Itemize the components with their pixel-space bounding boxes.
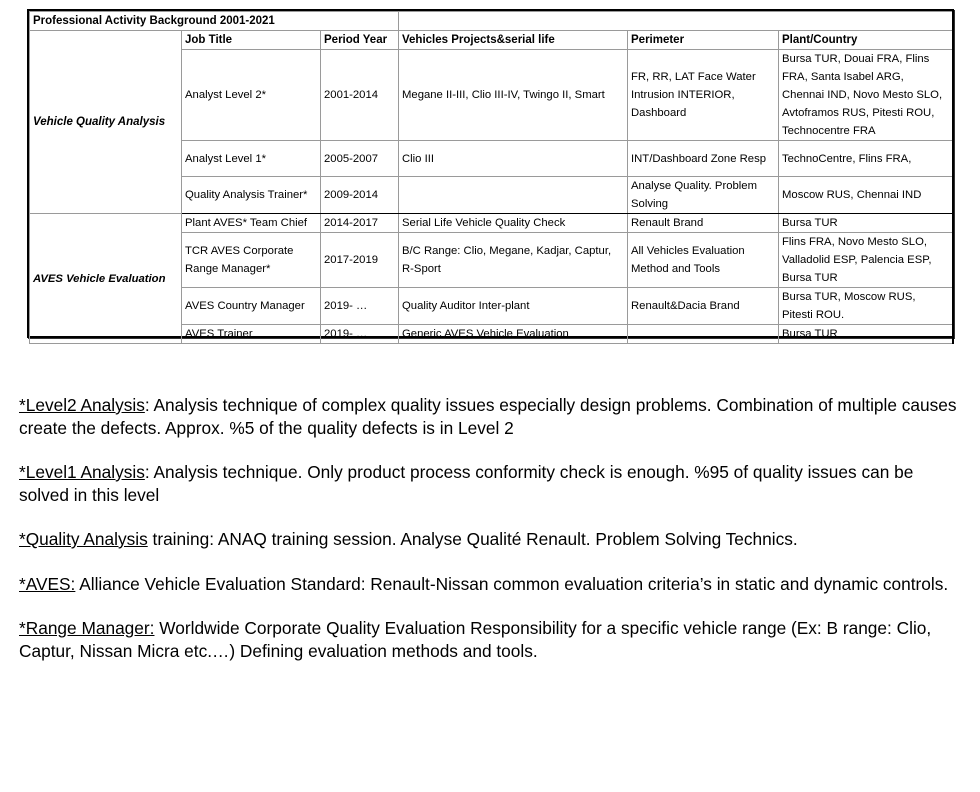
vehicles-cell: Quality Auditor Inter-plant bbox=[399, 288, 628, 325]
table-title-row bbox=[30, 12, 953, 31]
vehicles-cell: Serial Life Vehicle Quality Check bbox=[399, 214, 628, 233]
plant-cell: Bursa TUR bbox=[779, 214, 953, 233]
period-cell: 2019- … bbox=[321, 325, 399, 344]
job-title-cell: Analyst Level 2* bbox=[182, 50, 321, 141]
footnote-term: *Level1 Analysis bbox=[19, 462, 145, 482]
perimeter-cell bbox=[628, 325, 779, 344]
plant-cell: Bursa TUR, Moscow RUS, Pitesti ROU. bbox=[779, 288, 953, 325]
table-row bbox=[30, 214, 953, 233]
column-header: Vehicles Projects&serial life bbox=[399, 31, 628, 50]
group-label: Vehicle Quality Analysis bbox=[30, 31, 182, 214]
footnote-aves bbox=[19, 573, 964, 596]
footnote-quality-analysis bbox=[19, 528, 964, 551]
column-header: Job Title bbox=[182, 31, 321, 50]
footnote-text: Alliance Vehicle Evaluation Standard: Renault-Nissan common evaluation criteria’s in static and dynamic controls. bbox=[75, 573, 949, 594]
job-title-cell: Analyst Level 1* bbox=[182, 141, 321, 177]
vehicles-cell bbox=[399, 177, 628, 214]
perimeter-cell: Renault&Dacia Brand bbox=[628, 288, 779, 325]
footnote-text: training: ANAQ training session. Analyse Qualité Renault. Problem Solving Technics. bbox=[147, 529, 798, 549]
perimeter-cell: Renault Brand bbox=[628, 214, 779, 233]
plant-cell: Bursa TUR, Douai FRA, Flins FRA, Santa Isabel ARG, Chennai IND, Novo Mesto SLO, Avtofrаmos RUS, Pitesti ROU, Technocentre FRA bbox=[779, 50, 953, 141]
table-header-row bbox=[30, 31, 953, 50]
period-cell: 2017-2019 bbox=[321, 233, 399, 288]
activity-table-frame bbox=[27, 9, 954, 338]
plant-cell: Bursa TUR bbox=[779, 325, 953, 344]
perimeter-cell: INT/Dashboard Zone Resp bbox=[628, 141, 779, 177]
job-title-cell: TCR AVES Corporate Range Manager* bbox=[182, 233, 321, 288]
perimeter-cell: All Vehicles Evaluation Method and Tools bbox=[628, 233, 779, 288]
period-cell: 2005-2007 bbox=[321, 141, 399, 177]
period-cell: 2001-2014 bbox=[321, 50, 399, 141]
footnote-text: : Analysis technique of complex quality issues especially design problems. Combination of multiple causes create the defects. Approx. %5 of the quality defects is in Level 2 bbox=[19, 395, 957, 438]
footnotes bbox=[19, 394, 964, 684]
footnote-term: *Level2 Analysis bbox=[19, 395, 145, 415]
period-cell: 2019- … bbox=[321, 288, 399, 325]
job-title-cell: AVES Trainer bbox=[182, 325, 321, 344]
footnote-range-manager bbox=[19, 617, 964, 662]
footnote-level1 bbox=[19, 461, 964, 506]
column-header: Plant/Country bbox=[779, 31, 953, 50]
vehicles-cell: Generic AVES Vehicle Evaluation bbox=[399, 325, 628, 344]
group-label: AVES Vehicle Evaluation bbox=[30, 214, 182, 344]
plant-cell: Moscow RUS, Chennai IND bbox=[779, 177, 953, 214]
footnote-term: *AVES: bbox=[19, 573, 76, 594]
period-cell: 2009-2014 bbox=[321, 177, 399, 214]
activity-table bbox=[29, 11, 954, 344]
job-title-cell: Quality Analysis Trainer* bbox=[182, 177, 321, 214]
column-header: Perimeter bbox=[628, 31, 779, 50]
plant-cell: TechnoCentre, Flins FRA, bbox=[779, 141, 953, 177]
footnote-level2 bbox=[19, 394, 964, 439]
job-title-cell: Plant AVES* Team Chief bbox=[182, 214, 321, 233]
perimeter-cell: FR, RR, LAT Face Water Intrusion INTERIOR, Dashboard bbox=[628, 50, 779, 141]
column-header: Period Year bbox=[321, 31, 399, 50]
job-title-cell: AVES Country Manager bbox=[182, 288, 321, 325]
vehicles-cell: B/C Range: Clio, Megane, Kadjar, Captur, R-Sport bbox=[399, 233, 628, 288]
footnote-text: Worldwide Corporate Quality Evaluation Responsibility for a specific vehicle range (Ex: B range: Clio, Captur, Nissan Micra etc.…) Defining evaluation methods and tools. bbox=[19, 618, 932, 661]
vehicles-cell: Megane II-III, Clio III-IV, Twingo II, Smart bbox=[399, 50, 628, 141]
footnote-text: : Analysis technique. Only product process conformity check is enough. %95 of quality issues can be solved in this level bbox=[19, 462, 914, 505]
vehicles-cell: Clio III bbox=[399, 141, 628, 177]
perimeter-cell: Analyse Quality. Problem Solving bbox=[628, 177, 779, 214]
footnote-term: *Range Manager: bbox=[19, 618, 155, 638]
plant-cell: Flins FRA, Novo Mesto SLO, Valladolid ESP, Palencia ESP, Bursa TUR bbox=[779, 233, 953, 288]
footnote-term: *Quality Analysis bbox=[19, 529, 148, 549]
table-title: Professional Activity Background 2001-2021 bbox=[30, 12, 399, 31]
period-cell: 2014-2017 bbox=[321, 214, 399, 233]
table-title-blank bbox=[399, 12, 953, 31]
